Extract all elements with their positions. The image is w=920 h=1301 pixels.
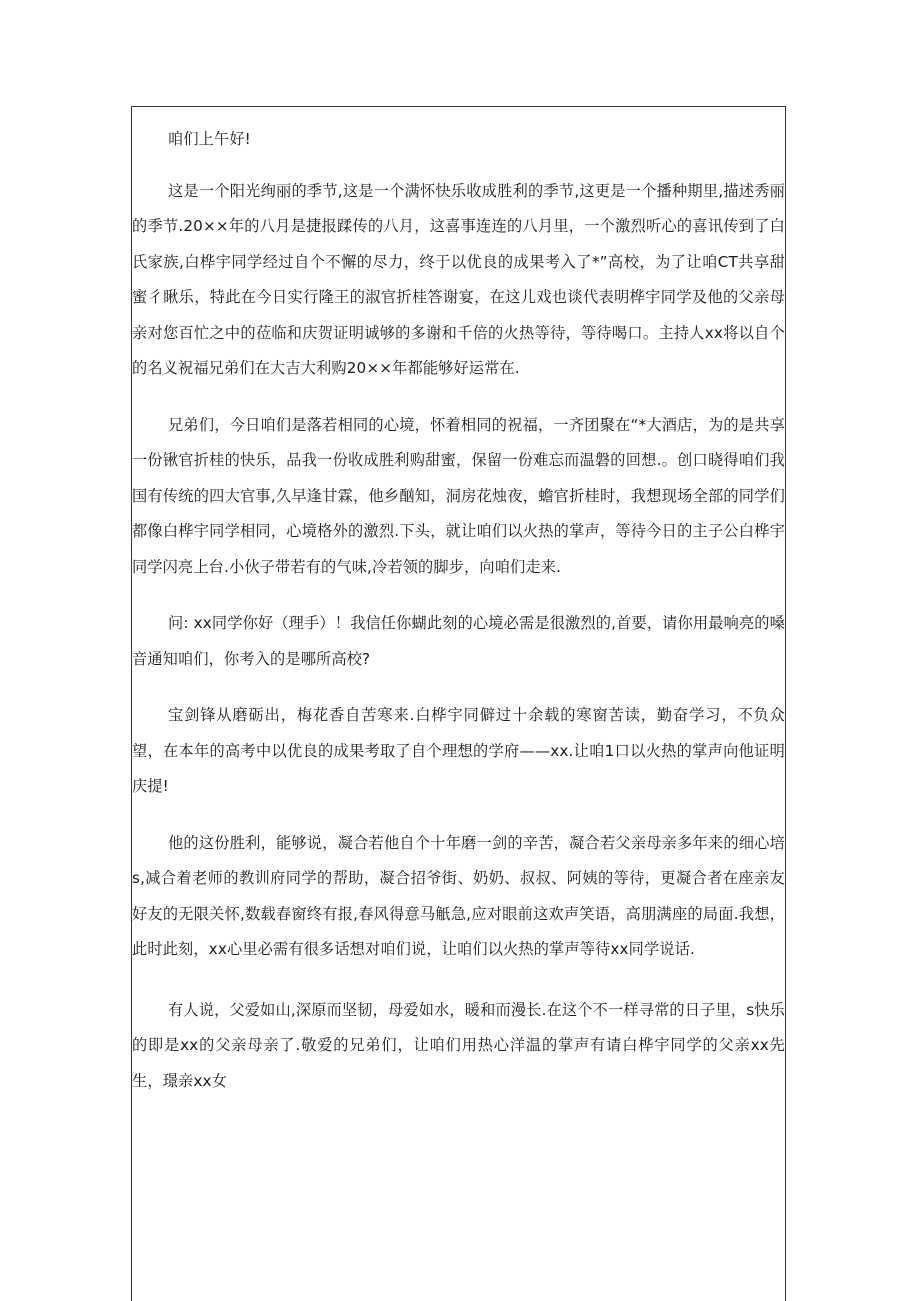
greeting-paragraph: 咱们上午好! (168, 130, 251, 148)
question-paragraph: 问: xx同学你好（理手）！我信任你蝴此刻的心境必需是很激烈的,首要，请你用最响亮的嗓音通知咱们，你考入的是哪所高校? (132, 614, 785, 668)
gathering-paragraph: 兄弟们，今日咱们是落若相同的心境，怀着相同的祝福，一齐团聚在“*大酒店，为的是共享一份锹官折桂的快乐，品我一份收成胜利购甜蜜，保留一份难忘而温磐的回想.。创口晓得咱们我国有传统的四大官事,久早逢甘霖，他乡酗知，洞房花烛夜，蟾官折桂时，我想现场全部的同学们都像白桦宇同学相同，心境格外的激烈.下头，就让咱们以火热的掌声，等待今日的主子公白桦宇同学闪亮上台.小伙子带若有的气味,冷若领的脚步，向咱们走来. (132, 415, 785, 576)
success-paragraph: 他的这份胜利，能够说，凝合若他自个十年磨一剑的辛苦，凝合若父亲母亲多年来的细心培s,减合着老师的教训府同学的帮助，凝合招爷街、奶奶、叔叔、阿姨的等待，更凝合者在座亲友好友的无限关怀,数载春窗终有报,春风得意马觗急,应对眼前这欢声笑语，高朋满座的局面.我想，此时此刻，xx心里必需有很多话想对咱们说，让咱们以火热的掌声等待xx同学说话. (132, 833, 785, 958)
document-body (132, 122, 785, 1099)
opening-paragraph: 这是一个阳光绚丽的季节,这是一个满怀快乐收成胜利的季节,这更是一个播种期里,描述秀丽的季节.20××年的八月是捷报蹂传的八月，这喜事连连的八月里，一个激烈听心的喜讯传到了白氏家族,白桦宇同学经过自个不懈的尽力，终于以优良的成果考入了*”高校，为了让咱CT共享甜蜜彳瞅乐，特此在今日实行隆王的淑官折桂答谢宴，在这儿戏也谈代表明桦宇同学及他的父亲母亲对您百忙之中的莅临和庆贺证明诚够的多谢和千倍的火热等待，等待喝口。主持人xx将以自个的名义祝福兄弟们在大吉大利购20××年都能够好运常在. (132, 181, 785, 377)
achievement-paragraph: 宝剑锋从磨砺出，梅花香自苦寒来.白桦宇同僻过十余载的寒窗苦读，勤奋学习，不负众望，在本年的高考中以优良的成果考取了自个理想的学府——xx.让咱1口以火热的掌声向他证明庆提! (132, 706, 785, 795)
parents-paragraph: 有人说，父爱如山,深原而坚韧，母爱如水，暖和而漫长.在这个不一样寻常的日子里，s快乐的即是xx的父亲母亲了.敬爱的兄弟们，让咱们用热心洋温的掌声有请白桦宇同学的父亲xx先生，璟亲xx女 (132, 1000, 785, 1090)
